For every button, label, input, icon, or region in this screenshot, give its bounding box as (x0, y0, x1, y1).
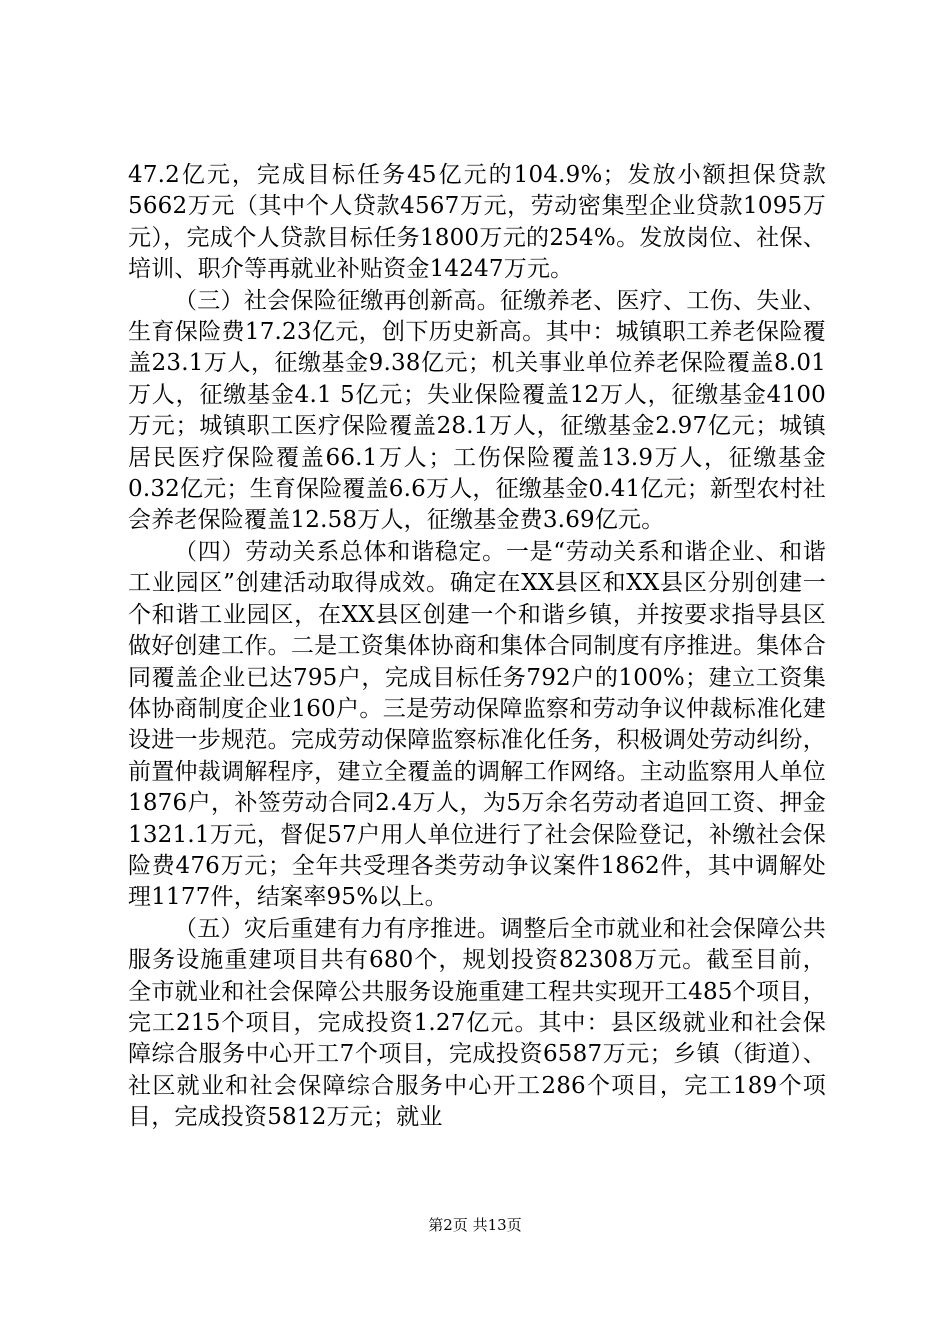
document-body (128, 160, 826, 1134)
paragraph-continuation: 47.2亿元，完成目标任务45亿元的104.9%；发放小额担保贷款5662万元（其中个人贷款4567万元，劳动密集型企业贷款1095万元），完成个人贷款目标任务1800万元的254%。发放岗位、社保、培训、职介等再就业补贴资金14247万元。 (128, 162, 826, 283)
paragraph-reconstruction: （五）灾后重建有力有序推进。调整后全市就业和社会保障公共服务设施重建项目共有680个，规划投资82308万元。截至目前，全市就业和社会保障公共服务设施重建工程共实现开工485个项目，完工215个项目，完成投资1.27亿元。其中：县区级就业和社会保障综合服务中心开工7个项目，完成投资6587万元；乡镇（街道）、社区就业和社会保障综合服务中心开工286个项目，完工189个项目，完成投资5812万元；就业 (128, 915, 826, 1131)
page-footer (0, 1215, 950, 1235)
paragraph-labor-relations: （四）劳动关系总体和谐稳定。一是“劳动关系和谐企业、和谐工业园区”创建活动取得成效。确定在XX县区和XX县区分别创建一个和谐工业园区，在XX县区创建一个和谐乡镇，并按要求指导县区做好创建工作。二是工资集体协商和集体合同制度有序推进。集体合同覆盖企业已达795户，完成目标任务792户的100%；建立工资集体协商制度企业160户。三是劳动保障监察和劳动争议仲裁标准化建设进一步规范。完成劳动保障监察标准化任务，积极调处劳动纠纷，前置仲裁调解程序，建立全覆盖的调解工作网络。主动监察用人单位1876户，补签劳动合同2.4万人，为5万余名劳动者追回工资、押金1321.1万元，督促57户用人单位进行了社会保险登记，补缴社会保险费476万元；全年共受理各类劳动争议案件1862件，其中调解处理1177件，结案率95%以上。 (128, 538, 826, 911)
paragraph-social-insurance: （三）社会保险征缴再创新高。征缴养老、医疗、工伤、失业、生育保险费17.23亿元，创下历史新高。其中：城镇职工养老保险覆盖23.1万人，征缴基金9.38亿元；机关事业单位养老保险覆盖8.01万人，征缴基金4.1 5亿元；失业保险覆盖12万人，征缴基金4100万元；城镇职工医疗保险覆盖28.1万人，征缴基金2.97亿元；城镇居民医疗保险覆盖66.1万人；工伤保险覆盖13.9万人，征缴基金0.32亿元；生育保险覆盖6.6万人，征缴基金0.41亿元；新型农村社会养老保险覆盖12.58万人，征缴基金费3.69亿元。 (128, 287, 826, 534)
page-number: 第2页 共13页 (428, 1216, 522, 1234)
